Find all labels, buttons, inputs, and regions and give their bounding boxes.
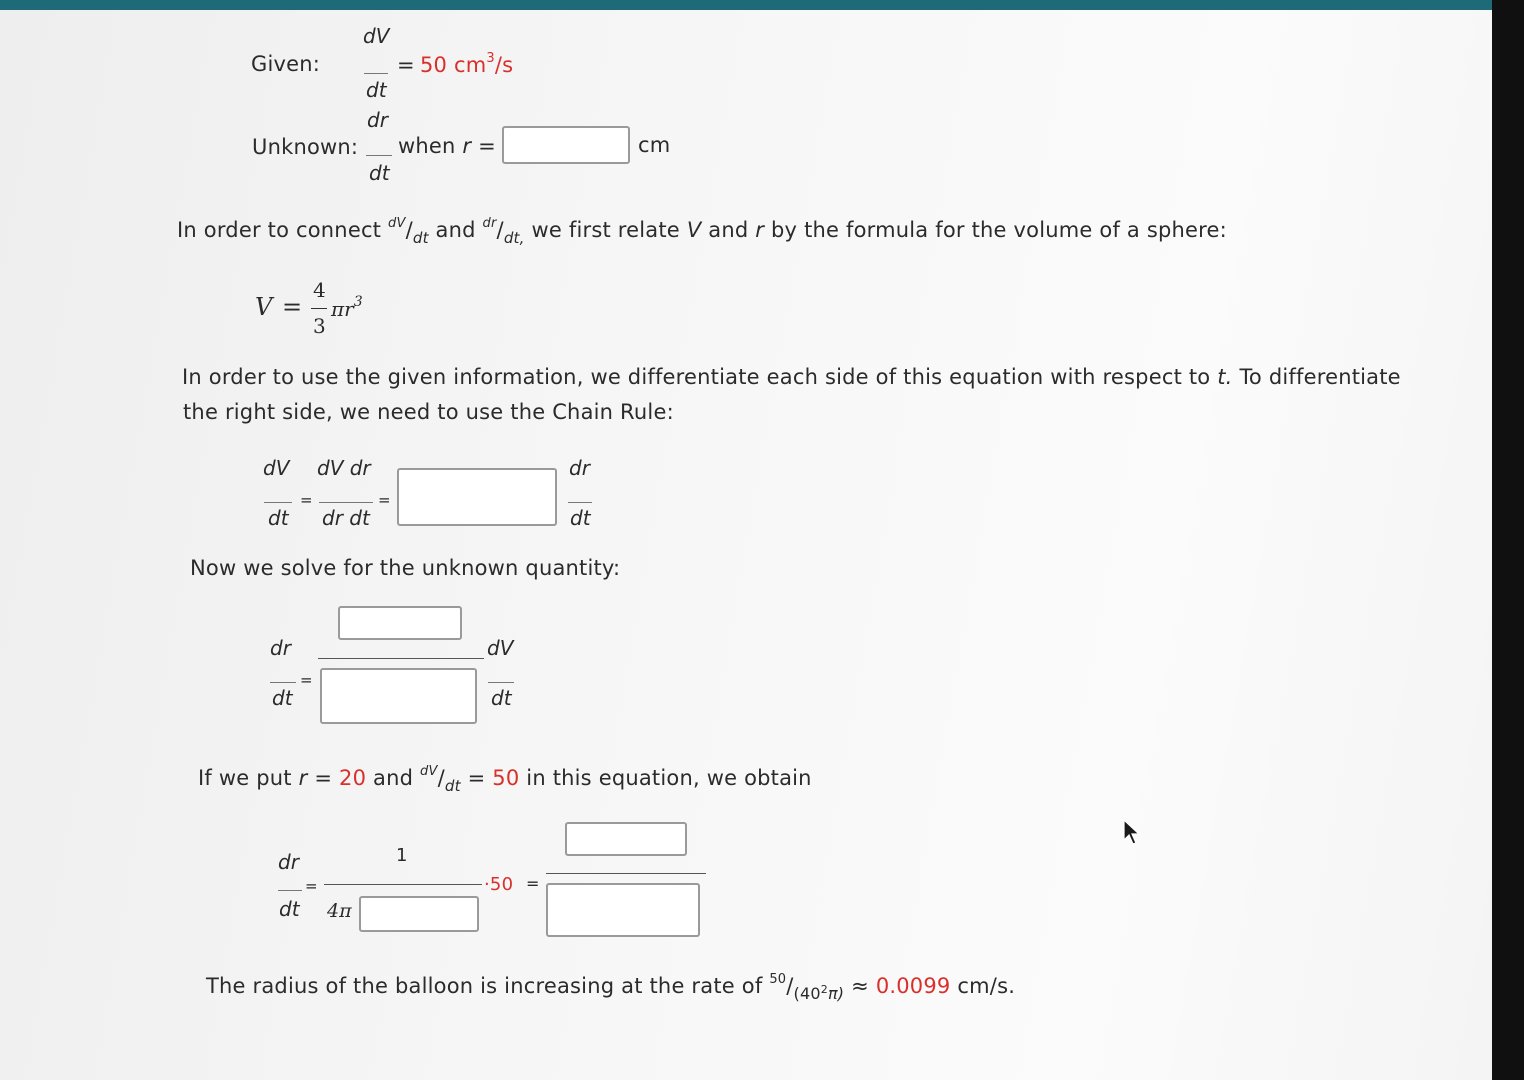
given-num: dV [363, 24, 390, 48]
final-eq-2: = [526, 874, 540, 893]
final-one: 1 [396, 845, 408, 866]
unknown-fraction-bar [366, 155, 392, 156]
formula-pi-r: $\pi r^3$ [331, 294, 363, 321]
given-den: dt [366, 78, 387, 102]
monitor-bezel [1492, 0, 1524, 1080]
chain-dVdr: dV dr [317, 456, 371, 480]
final-eq: = [305, 877, 318, 895]
chain-eq-1: = [300, 491, 313, 509]
given-label: Given: [251, 52, 321, 76]
final-main-fraction-bar [324, 884, 482, 885]
chain-bar-3 [568, 502, 592, 503]
connect-sentence: In order to connect $^{dV}/_{dt}$ and $^{dr}/_{dt,}$ we first relate V and r by the formula for the volume of a sphere: [177, 216, 1227, 247]
solve-numerator-input[interactable] [338, 606, 462, 640]
final-result-denominator-input[interactable] [546, 883, 700, 937]
differentiate-line-2: the right side, we need to use the Chain Rule: [183, 400, 674, 424]
chain-rule-input[interactable] [397, 468, 557, 526]
chain-bar-1 [264, 502, 292, 503]
final-bar-1 [278, 890, 302, 891]
formula-V: V [255, 293, 273, 321]
solve-bar-1 [270, 682, 296, 683]
formula-eq: = [282, 293, 303, 321]
formula-fraction-bar [311, 308, 327, 309]
final-dr: dr [278, 850, 299, 874]
chain-dV: dV [263, 456, 290, 480]
result-sentence: The radius of the balloon is increasing at the rate of $^{50}/_{(40^2\pi)} \approx 0.0099$ cm/s. [206, 972, 1016, 1003]
solve-dt2: dt [491, 686, 512, 710]
final-four-pi: 4π [327, 900, 352, 922]
final-denominator-input[interactable] [359, 896, 479, 932]
final-result-numerator-input[interactable] [565, 822, 687, 856]
solve-denominator-input[interactable] [320, 668, 477, 724]
chain-drdt: dr dt [322, 506, 370, 530]
unknown-label: Unknown: [252, 135, 359, 159]
solve-bar-2 [488, 682, 514, 683]
chain-bar-2 [319, 502, 373, 503]
question-page [0, 10, 1492, 1080]
given-value: 50 $cm^3/s$ [420, 51, 514, 77]
top-accent-bar [0, 0, 1524, 10]
unknown-when: when r = [398, 134, 496, 158]
final-dt: dt [279, 897, 300, 921]
solve-dV: dV [487, 636, 514, 660]
formula-den: 3 [313, 314, 326, 338]
solve-text: Now we solve for the unknown quantity: [190, 556, 621, 580]
unknown-den: dt [369, 161, 390, 185]
given-fraction-bar [364, 73, 388, 74]
given-eq: = [397, 53, 415, 77]
solve-main-fraction-bar [318, 658, 484, 659]
formula-num: 4 [313, 278, 326, 302]
final-times-50: ·50 [484, 874, 514, 895]
chain-dt: dt [268, 506, 289, 530]
solve-eq: = [300, 671, 313, 689]
chain-dt2: dt [570, 506, 591, 530]
mouse-cursor-icon [1122, 818, 1142, 846]
unknown-unit: cm [638, 133, 671, 157]
chain-eq-2: = [378, 491, 391, 509]
differentiate-line-1: In order to use the given information, we differentiate each side of this equation with respect to t. To differentiate [182, 365, 1401, 389]
unknown-r-input[interactable] [502, 126, 630, 164]
unknown-num: dr [367, 108, 388, 132]
put-sentence: If we put r = 20 and $^{dV}/_{dt} = 50$ in this equation, we obtain [198, 764, 812, 795]
chain-dr: dr [569, 456, 590, 480]
final-result-fraction-bar [546, 873, 706, 874]
solve-dt: dt [272, 686, 293, 710]
solve-dr: dr [270, 636, 291, 660]
